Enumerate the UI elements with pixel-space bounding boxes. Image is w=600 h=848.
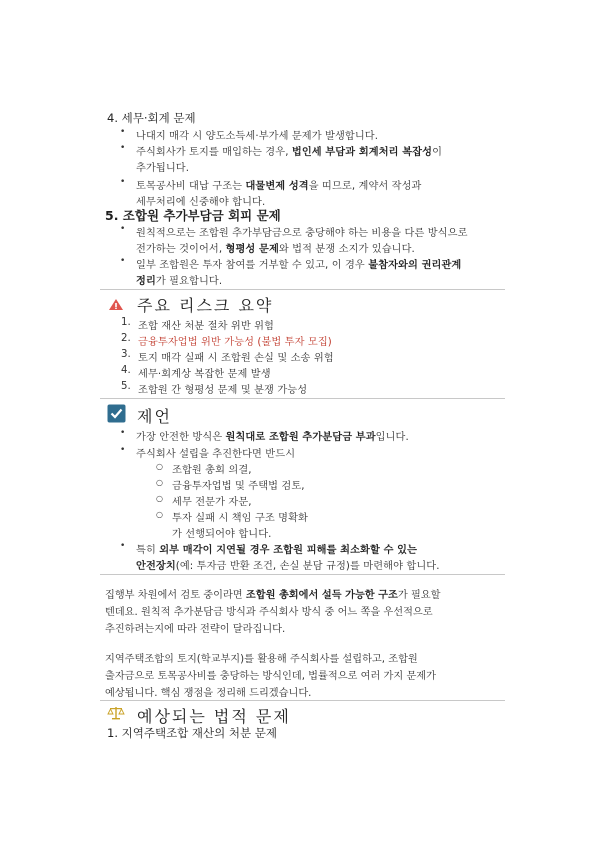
list-item-cont: 전가하는 것이어서, 형평성 문제와 법적 분쟁 소지가 있습니다. [136,244,415,255]
legal-first-item: 1. 지역주택조합 재산의 처분 문제 [107,726,278,740]
circle-bullet-icon: ○ [156,510,163,519]
sub-item: 세무 전문가 자문, [172,497,252,508]
divider [100,700,505,701]
bullet-icon: • [120,177,126,187]
warning-icon [107,296,125,312]
bullet-icon: • [120,428,126,438]
risk-number: 3. [121,349,131,360]
section-4-title: 4. 세무·회계 문제 [107,111,196,125]
list-item: 주식회사가 토지를 매입하는 경우, 법인세 부담과 회계처리 복잡성이 [136,147,443,158]
sub-item: 금융투자업법 및 주택법 검토, [172,481,305,492]
list-item-cont: 추가됩니다. [136,163,190,174]
sub-item-end: 가 선행되어야 합니다. [172,529,272,540]
list-item: 토목공사비 대납 구조는 대물변제 성격을 띠므로, 계약서 작성과 [136,181,422,192]
bullet-icon: • [120,256,126,266]
risk-title: 주요 리스크 요약 [137,296,274,315]
divider [100,574,505,575]
proposal-item: 특히 외부 매각이 지연될 경우 조합원 피해를 최소화할 수 있는 [136,545,418,556]
risk-item: 조합원 간 형평성 문제 및 분쟁 가능성 [138,385,308,396]
paragraph-line: 예상됩니다. 핵심 쟁점을 정리해 드리겠습니다. [105,688,312,699]
list-item: 원칙적으로는 조합원 추가부담금으로 충당해야 하는 비용을 다른 방식으로 [136,228,468,239]
bullet-icon: • [120,143,126,153]
bullet-icon: • [120,445,126,455]
divider [100,289,505,290]
bullet-icon: • [120,224,126,234]
list-item: 일부 조합원은 투자 참여를 거부할 수 있고, 이 경우 불참자와의 권리관계 [136,260,462,271]
list-item-cont: 정리가 필요합니다. [136,276,223,287]
paragraph-line: 지역주택조합의 토지(학교부지)를 활용해 주식회사를 설립하고, 조합원 [105,654,418,665]
paragraph-line: 텐데요. 원칙적 추가분담금 방식과 주식회사 방식 중 어느 쪽을 우선적으로 [105,607,433,618]
proposal-item-cont: 안전장치(예: 투자금 반환 조건, 손실 분담 규정)를 마련해야 합니다. [136,561,440,572]
proposal-item: 주식회사 설립을 추진한다면 반드시 [136,449,296,460]
paragraph-line: 집행부 차원에서 검토 중이라면 조합원 총회에서 설득 가능한 구조가 필요할 [105,590,441,601]
divider [100,398,505,399]
risk-number: 2. [121,333,131,344]
sub-item: 조합원 총회 의결, [172,465,252,476]
risk-item: 세무·회계상 복잡한 문제 발생 [138,369,271,380]
section-5-title: 5. 조합원 추가부담금 회피 문제 [105,208,281,223]
checkbox-icon [107,404,126,423]
circle-bullet-icon: ○ [156,494,163,503]
risk-item: 토지 매각 실패 시 조합원 손실 및 소송 위험 [138,353,334,364]
risk-number: 1. [121,317,131,328]
sub-item: 투자 실패 시 책임 구조 명확화 [172,513,308,524]
paragraph-line: 추진하려는지에 따라 전략이 달라집니다. [105,624,286,635]
list-item: 나대지 매각 시 양도소득세·부가세 문제가 발생합니다. [136,131,379,142]
legal-title: 예상되는 법적 문제 [137,707,291,726]
proposal-item: 가장 안전한 방식은 원칙대로 조합원 추가분담금 부과입니다. [136,432,409,443]
risk-number: 5. [121,381,131,392]
bullet-icon: • [120,541,126,551]
risk-item: 조합 재산 처분 절차 위반 위험 [138,321,274,332]
risk-item: 금융투자업법 위반 가능성 (불법 투자 모집) [138,337,332,348]
bullet-icon: • [120,127,126,137]
risk-number: 4. [121,365,131,376]
circle-bullet-icon: ○ [156,478,163,487]
proposal-title: 제언 [137,407,172,426]
circle-bullet-icon: ○ [156,462,163,471]
list-item-cont: 세무처리에 신중해야 합니다. [136,197,266,208]
scales-icon [107,705,125,721]
paragraph-line: 출자금으로 토목공사비를 충당하는 방식인데, 법률적으로 여러 가지 문제가 [105,671,436,682]
